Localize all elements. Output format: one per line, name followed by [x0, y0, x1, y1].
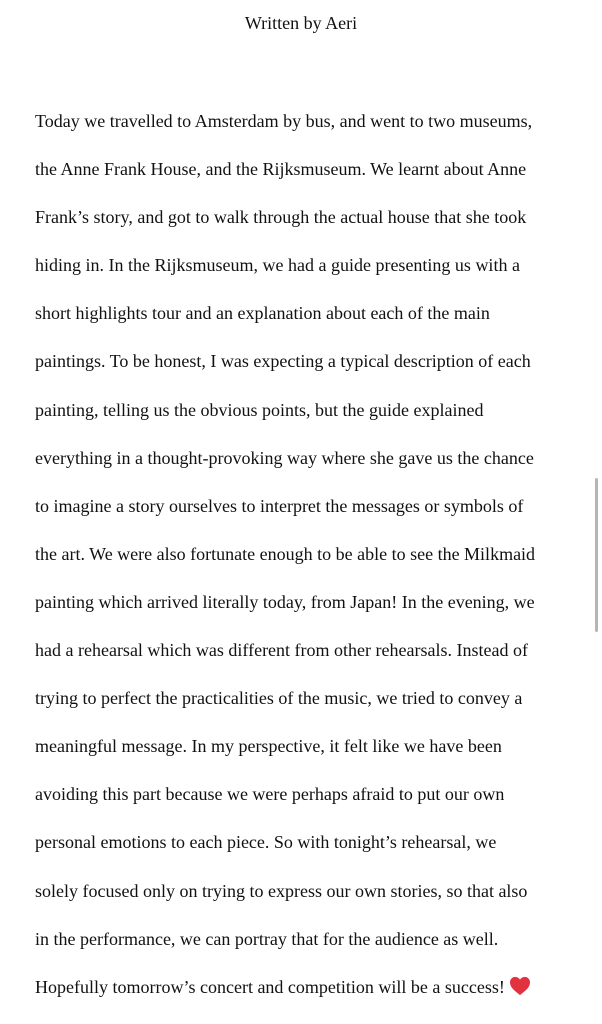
- text-line: painting which arrived literally today, from Japan! In the evening, we: [35, 591, 535, 612]
- scrollbar-thumb[interactable]: [595, 478, 598, 632]
- text-line: short highlights tour and an explanation about each of the main: [35, 303, 490, 324]
- text-line: personal emotions to each piece. So with tonight’s rehearsal, we: [35, 832, 497, 853]
- text-line: meaningful message. In my perspective, it felt like we have been: [35, 736, 502, 757]
- red-heart-icon: [509, 976, 531, 996]
- text-line: to imagine a story ourselves to interpret the messages or symbols of: [35, 495, 524, 516]
- text-line: painting, telling us the obvious points, but the guide explained: [35, 399, 484, 420]
- text-line: solely focused only on trying to express our own stories, so that also: [35, 880, 528, 901]
- text-line: paintings. To be honest, I was expecting a typical description of each: [35, 351, 531, 372]
- text-line: in the performance, we can portray that for the audience as well.: [35, 928, 499, 949]
- text-line: hiding in. In the Rijksmuseum, we had a guide presenting us with a: [35, 255, 520, 276]
- text-line: had a rehearsal which was different from other rehearsals. Instead of: [35, 640, 528, 661]
- text-line: Today we travelled to Amsterdam by bus, and went to two museums,: [35, 111, 533, 131]
- text-line: the Anne Frank House, and the Rijksmuseum. We learnt about Anne: [35, 159, 527, 180]
- body-text: [35, 108, 575, 1022]
- text-line: Frank’s story, and got to walk through the actual house that she took: [35, 207, 527, 228]
- text-line: avoiding this part because we were perhaps afraid to put our own: [35, 784, 505, 805]
- text-line-last: [35, 974, 575, 1022]
- text-line: the art. We were also fortunate enough to be able to see the Milkmaid: [35, 543, 536, 564]
- byline: Written by Aeri: [244, 13, 358, 33]
- last-line-text: Hopefully tomorrow’s concert and competition will be a success!: [35, 976, 505, 997]
- text-line: everything in a thought-provoking way where she gave us the chance: [35, 447, 534, 468]
- text-line: trying to perfect the practicalities of the music, we tried to convey a: [35, 688, 523, 709]
